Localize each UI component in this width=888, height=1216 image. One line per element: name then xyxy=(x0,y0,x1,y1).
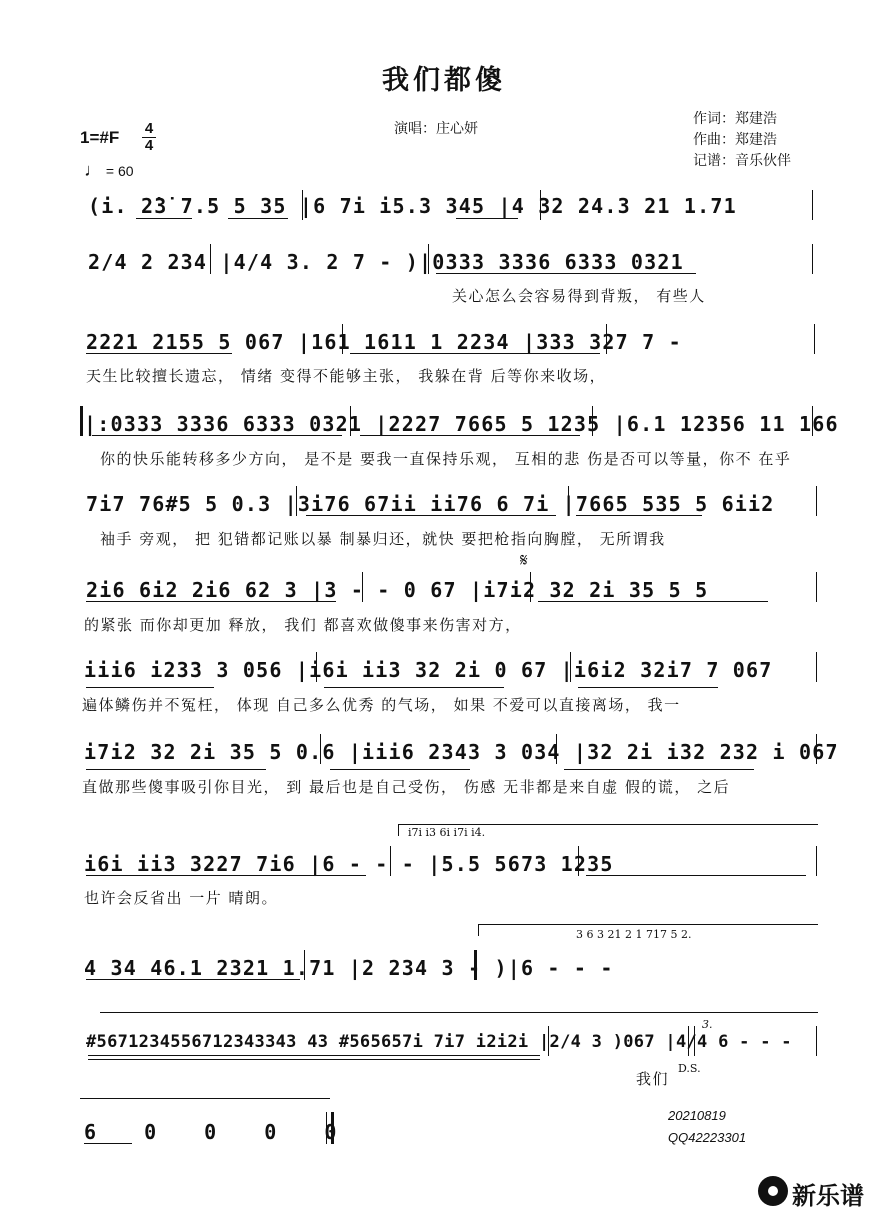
repeat-end-bar xyxy=(474,950,477,980)
segno-icon: 𝄋 xyxy=(520,550,528,571)
barline xyxy=(812,244,813,274)
logo-disc-center xyxy=(768,1186,778,1196)
lyricist-credit: 作词：郑建浩 xyxy=(693,111,777,127)
lyric-row-11: 我们 xyxy=(636,1070,670,1088)
beam-line xyxy=(86,769,266,770)
ds-mark: D.S. xyxy=(678,1062,701,1075)
barline xyxy=(304,950,305,980)
barline xyxy=(320,734,321,764)
beam-line xyxy=(350,353,600,354)
third-ending-label: 3. xyxy=(702,1018,713,1031)
barline xyxy=(540,190,541,220)
score-row-6: 2i6 6i2 2i6 62 3 |3 - - 0 67 |i7i2 32 2i 35 5 5 xyxy=(86,578,709,602)
barline xyxy=(814,324,815,354)
lyric-row-2: 关心怎么会容易得到背叛， 有些人 xyxy=(452,287,706,305)
beam-line xyxy=(456,218,518,219)
score-row-10: 4 34 46.1 2321 1.71 |2 234 3 - )|6 - - - xyxy=(84,956,614,980)
tempo-value: = 60 xyxy=(105,163,134,179)
barline xyxy=(350,406,351,436)
barline xyxy=(296,486,297,516)
volta-bracket-end xyxy=(398,824,399,836)
lyric-row-9: 也许会反省出 一片 晴朗。 xyxy=(84,889,279,907)
lyric-row-8: 直做那些傻事吸引你目光， 到 最后也是自己受伤， 伤感 无非都是来自虚 假的谎， 之后 xyxy=(82,778,731,796)
beam-line xyxy=(136,218,192,219)
key-signature: 1=#F xyxy=(80,128,120,147)
repeat-start-bar xyxy=(80,406,83,436)
beam-line xyxy=(88,1059,540,1060)
barline xyxy=(606,324,607,354)
barline xyxy=(816,572,817,602)
barline xyxy=(548,1026,549,1056)
volta-bracket xyxy=(398,824,818,825)
final-bar xyxy=(331,1112,334,1144)
barline xyxy=(556,734,557,764)
quarter-note-icon: ♩ xyxy=(84,160,102,180)
lyric-row-3: 天生比较擅长遗忘， 情绪 变得不能够主张， 我躲在背 后等你来收场， xyxy=(86,367,607,385)
beam-line xyxy=(86,601,336,602)
barline xyxy=(302,190,303,220)
beam-line xyxy=(228,218,288,219)
score-row-3: 2221 2155 5 067 |161 1611 1 2234 |333 327 7 - xyxy=(86,330,682,354)
lyric-row-7: 遍体鳞伤并不冤枉， 体现 自己多么优秀 的气场， 如果 不爱可以直接离场， 我一 xyxy=(82,696,681,714)
beam-line xyxy=(92,435,342,436)
beam-line xyxy=(84,1143,132,1144)
beam-line xyxy=(538,601,768,602)
beam-line xyxy=(86,353,232,354)
date-stamp: 20210819 xyxy=(668,1108,726,1123)
barline xyxy=(812,406,813,436)
score-row-7: iii6 i233 3 056 |i6i ii3 32 2i 0 67 |i6i2 32i7 7 067 xyxy=(84,658,773,682)
beam-line xyxy=(578,687,718,688)
score-row-8: i7i2 32 2i 35 5 0.6 |iii6 2343 3 034 |32 2i i32 232 i 067 xyxy=(84,740,839,764)
barline xyxy=(816,652,817,682)
time-sig-top: 4 xyxy=(144,120,154,137)
song-title: 我们都傻 xyxy=(382,65,506,96)
first-ending-grace: i7i i3 6i i7i i4. xyxy=(408,826,486,839)
beam-line xyxy=(564,769,754,770)
second-ending-grace: 3 6 3 21 2 1 717 5 2. xyxy=(576,928,692,941)
composer-credit: 作曲：郑建浩 xyxy=(693,132,777,148)
transcriber-credit: 记谱：音乐伙伴 xyxy=(693,153,791,169)
beam-line xyxy=(436,273,696,274)
beam-line xyxy=(86,875,366,876)
barline xyxy=(816,1026,817,1056)
score-row-1: (i. 2̇3̇ 7.5 5 35 |6 7i i5.3 345 |4 32 24.3 21 1.71 xyxy=(88,194,737,218)
beam-line xyxy=(86,687,214,688)
beam-line xyxy=(330,769,470,770)
beam-line xyxy=(576,515,702,516)
score-row-2: 2/4 2 234 |4/4 3. 2 7 - )|0333 3336 6333 0321 xyxy=(88,250,684,274)
lyric-row-4: 你的快乐能转移多少方向， 是不是 要我一直保持乐观， 互相的悲 伤是否可以等量，你不 在乎 xyxy=(100,450,792,468)
barline xyxy=(816,846,817,876)
barline xyxy=(578,846,579,876)
lyric-row-6: 的紧张 而你却更加 释放， 我们 都喜欢做傻事来伤害对方， xyxy=(84,616,522,634)
beam-line xyxy=(360,435,580,436)
tempo-marking xyxy=(84,160,134,181)
barline xyxy=(326,1112,327,1144)
phrase-slur xyxy=(100,1012,818,1013)
barline xyxy=(688,1026,689,1056)
score-row-4: |:0333 3336 6333 0321 |2227 7665 5 1235 |6.1 12356 11 166 xyxy=(84,412,839,436)
score-row-9: i6i ii3 3227 7i6 |6 - - - |5.5 5673 1235 xyxy=(84,852,614,876)
barline xyxy=(210,244,211,274)
barline xyxy=(390,846,391,876)
barline xyxy=(568,486,569,516)
beam-line xyxy=(306,515,556,516)
site-logo: 新乐谱 xyxy=(792,1182,864,1210)
barline xyxy=(530,572,531,602)
volta-bracket-end xyxy=(478,924,479,936)
barline xyxy=(812,190,813,220)
beam-line xyxy=(586,875,806,876)
barline xyxy=(816,486,817,516)
barline xyxy=(316,652,317,682)
score-row-5: 7i7 76#5 5 0.3 |3i76 67ii ii76 6 7i |7665 535 5 6ii2 xyxy=(86,492,775,516)
time-signature xyxy=(142,121,156,154)
singer-credit: 演唱：庄心妍 xyxy=(394,121,478,137)
score-row-11: #5671234556712343343 43 #565657i 7i7 i2i2i |2/4 3 )067 |4/4 6 - - - xyxy=(86,1032,792,1052)
barline xyxy=(592,406,593,436)
lyric-row-5: 袖手 旁观， 把 犯错都记账以暴 制暴归还，就快 要把枪指向胸膛， 无所谓我 xyxy=(100,530,666,548)
qq-number: QQ42223301 xyxy=(668,1130,747,1145)
beam-line xyxy=(324,687,504,688)
barline xyxy=(428,244,429,274)
beam-line xyxy=(86,979,300,980)
barline xyxy=(362,572,363,602)
beam-line xyxy=(88,1055,540,1056)
volta-bracket xyxy=(478,924,818,925)
barline xyxy=(816,734,817,764)
logo-disc-icon xyxy=(758,1176,788,1206)
barline xyxy=(342,324,343,354)
phrase-slur xyxy=(80,1098,330,1099)
time-sig-bottom: 4 xyxy=(144,137,154,154)
barline xyxy=(694,1026,695,1056)
barline xyxy=(570,652,571,682)
score-row-12: 6 0 0 0 0 xyxy=(84,1120,355,1144)
